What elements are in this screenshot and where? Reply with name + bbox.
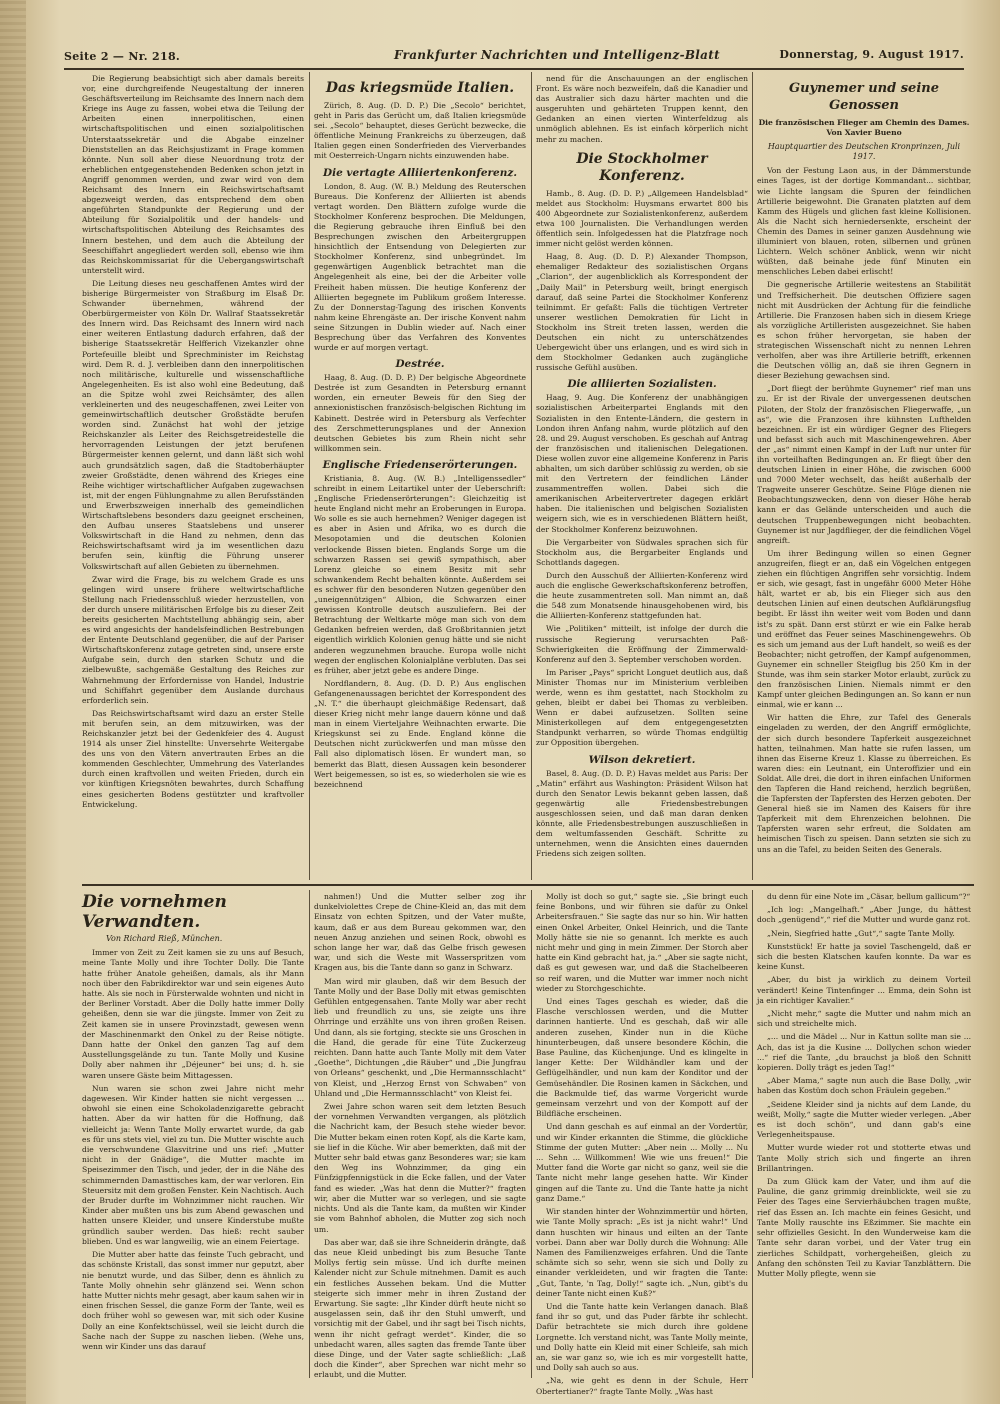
story-paragraph: Man wird mir glauben, daß wir dem Besuch der Tante Molly und der Base Dolly mit etwas gemischten Gefühlen entgegensahen. Tante Molly war aber recht lieb und freundlich zu uns, sie zeigte uns ihre Ohrringe und erzählte uns von ihren großen Reisen. Und dann, als sie fortging, steckte sie uns Groschen in die Hand, die gerade für eine Tüte Zuckerzeug reichten. Dann hatte auch Tante Molly mit dem Vater „Goethe“, Dichtungen „die Räuber“ und „Die Jungfrau von Orleans“ geschenkt, und „Die Hermannsschlacht“ von Kleist, und „Herzog Ernst von Schwaben“ von Uhland und „Die Hermannsschlacht“ von Kleist fei. [314,976,526,1098]
article-paragraph: Im Pariser „Pays“ spricht Longuet deutlich aus, daß Minister Thomas nur im Ministerium verbleiben werde, wenn es ihm gestattet, nach Stockholm zu gehen, bleibt er dabei bei Thomas zu verbleiben. Wenn er dabei aufzusetzen. Sollten seine Ministerkollegen auf dem entgegengesetzten Standpunkt verharren, so würde Thomas endgültig zur Opposition übergehen. [536,667,748,748]
page-number: Seite 2 — Nr. 218. [64,50,181,63]
masthead [64,44,964,66]
headline-guynemer: Guynemer und seine Genossen [788,81,939,113]
article-paragraph: Zwar wird die Frage, bis zu welchem Grade es uns gelingen wird unsere frühere weltwirtschaftliche Stellung nach Friedensschluß wieder herzustellen, von der durch unsere militärischen Erfolge bis zu dieser Zeit bereits gesicherten Machtstellung abhängig sein, aber es wird angesichts der handelsfeindlichen Bestrebungen der Entente Deutschland gegenüber, die auf der Pariser Wirtschaftskonferenz zutage getreten sind, unsere erste Aufgabe sein, durch den starken Schutz und die zielbewußte, sachgemäße Gestaltung des Reiches zur Wahrnehmung der Erfordernisse von Handel, Industrie und Schiffahrt gegenüber dem Auslande durchaus erforderlich sein. [82,574,304,705]
story-paragraph: „Ich log: „Mangelhaft.“ „Aber Junge, du hättest doch „genügend“,“ rief die Mutter und wurde ganz rot. [757,905,971,925]
headline-destree: Destrée. [395,358,445,371]
story-paragraph: „... und die Mädel ... Nur in Kattun sollte man sie ... Ach, das ist ja die Kusine ... Dollychen schon wieder ...“ rief die Tante, „du brauchst ja bloß den Schnitt kopieren. Dolly trägt es jeden Tag!“ [757,1032,971,1073]
masthead-rule [64,68,964,70]
article-paragraph: „Dort fliegt der berühmte Guynemer“ rief man uns zu. Er ist der Rivale der unvergessenen deutschen Piloten, der Stolz der französischen Fliegerwaffe, „un as“, wie die Franzosen ihre kühnsten Lufthelden bezeichnen. Er ist ein würdiger Gegner des Fliegers und befasst sich auch mit Maschinengewehren. Aber der „as“ nimmt einen Kampf in der Luft nur unter für ihn vorteilhaften Bedingungen an. Er fliegt über den deutschen Linien in einer Höhe, die zwischen 6000 und 7000 Meter wechselt, das heißt außerhalb der Tragweite unserer Geschütze. Seine Flüge dienen nie Beobachtungszwecken, denn von dieser Höhe herab kann er das Gelände unterscheiden und auch die deutschen Truppenbewegungen nicht beobachten. Guynemer ist nur Jagdflieger, der die feindlichen Vögel angreift. [757,384,971,545]
article-paragraph: Hamb., 8. Aug. (D. D. P.) „Allgemeen Handelsblad“ meldet aus Stockholm: Huysmans erwartet 800 bis 400 Abgeordnete zur Sozialistenkonferenz, außerdem etwa 100 Journalisten. Die Verhandlungen werden öffentlich sein. Infolgedessen hat die Platzfrage noch immer nicht gelöst werden können. [536,188,748,249]
feuilleton-column-1 [82,892,304,1378]
story-paragraph: „Aber Mama,“ sagte nun auch die Base Dolly, „wir haben das Kostüm doch schon Fräulein gegeben.“ [757,1076,971,1096]
binding-edge [0,0,26,1404]
article-paragraph: Basel, 8. Aug. (D. D. P.) Havas meldet aus Paris: Der „Matin“ erfährt aus Washington: Präsident Wilson hat durch den Senator Lewis bekannt geben lassen, daß gegenwärtig alle Friedensbestrebungen ausgeschlossen seien, und daß man daran denken könnte, alle Friedensbestrebungen auszuschließen in dem weltumfassenden Geschäft. Schritte zu unternehmen, wenn die Ansichten eines dauernden Friedens sich zeigen sollten. [536,768,748,859]
story-paragraph: du denn für eine Note im „Cäsar, bellum gallicum“?“ [767,892,971,901]
headline-allied-conference: Die vertagte Alliiertenkonferenz. [323,166,517,179]
headline-wilson: Wilson dekretiert. [588,753,696,766]
story-paragraph: Zwei Jahre schon waren seit dem letzten Besuch der vornehmen Verwandten vergangen, als plötzlich die Nachricht kam, der Besuch stehe wieder bevor. Die Mutter bekam einen roten Kopf, als die Karte kam, sie lief in die Küche. Wir aber bemerkten, daß mit der Mutter sehr bald etwas ganz Besonderes war; sie kam den Weg ins Wohnzimmer, da ging ein Fünfzigpfennigstück in die Ecke fallen, und der Vater fand es wieder. „Was hat denn die Mutter?“ fragten wir, aber die Mutter war so verlegen, und sie sagte nichts. Und als die Tante kam, da mußten wir Kinder sie vom Bahnhof abholen, die Mutter zog sich noch um. [314,1102,526,1234]
column-2 [314,74,526,880]
column-rule [531,72,532,880]
story-paragraph: Nun waren sie schon zwei Jahre nicht mehr dagewesen. Wir Kinder hatten sie nicht vergessen ... obwohl sie einen eine Schokoladenzigarette gebracht hatten. Aber da wir hatten für die Hoffnung, daß vielleicht ja: Wenn Tante Molly erwartet wurde, da gab es für uns stets viel, viel zu tun. Die Mutter wischte auch die verschwundene Glasvitrine und uns rief: „Mutter nicht in der Gnädige“, die Mutter machte im Speisezimmer den Tisch, und jeder, der in die Nähe des schimmernden Damasttisches kam, der war verloren. Ein Steuersitz mit dem großen Fenster. Kein Nachtisch. Auch der Bruder durfte im Wohnzimmer nicht rauchen. Wir Kinder aber mußten uns bis zum Abend gewaschen und hatten unsere Kleider, und unsere Kinderstube mußte gründlich sauber werden. Das hieß: recht sauber blieben. Und es war langweilig, wie an einem Feiertage. [82,1083,304,1246]
article-paragraph: Zürich, 8. Aug. (D. D. P.) Die „Secolo“ berichtet, geht in Paris das Gerücht um, daß Italien kriegsmüde sei. „Secolo“ behauptet, dieses Gerücht bezwecke, die öffentliche Meinung Frankreichs zu überzeugen, daß Italien gegen einen Sonderfrieden des Vierverbandes mit Oesterreich-Ungarn nichts einzuwenden habe. [314,101,526,161]
story-paragraph: „Aber, du bist ja wirklich zu deinem Vorteil verändert! Keine Tintenfinger ... Emma, dein Sohn ist ja ein richtiger Kavalier.“ [757,975,971,1005]
column-1 [82,74,304,880]
story-paragraph: Da zum Glück kam der Vater, und ihm auf die Pauline, die ganz grimmig dreinblickte, weil sie zu Feier des Tages eine Servierhäubchen tragen mußte, rief das Essen an. Ich machte ein feines Gesicht, und Tante Molly rauschte ins Eßzimmer. Sie machte ein sehr offizielles Gesicht. In den Wunderweise kam die Tante sehr daran vorbei, und der Vater trug ein zierliches Schildpatt, vorhergeheißen, gleich zu Anfang den schönsten Teil zu Kaviar Tanzblättern. Die Mutter Molly pflegte, wenn sie [757,1177,971,1278]
story-paragraph: „Nicht mehr,“ sagte die Mutter und nahm mich an sich und streichelte mich. [757,1009,971,1029]
article-paragraph: Das Reichswirtschaftsamt wird dazu an erster Stelle mit berufen sein, an dem mitzuwirken, was der Reichskanzler jetzt bei der Gedenkfeier des 4. August 1914 als unser Ziel hinstellte: Unversehrte Weitergabe des uns von den Vätern anvertrauten Erbes an die kommenden Geschlechter, Ummehrung des Vaterlandes durch einen kraftvollen und weiten Frieden, durch ein vor künftigen Kriegsnöten bewahrtes, durch Schaffung eines gesicherten Bodens gestützter und kraftvoller Entwickelung. [82,708,304,809]
article-paragraph: Die Leitung dieses neu geschaffenen Amtes wird der bisherige Bürgermeister von Straßburg im Elsaß Dr. Schwander übernehmen, während der Oberbürgermeister von Köln Dr. Wallraf Staatssekretär des Innern wird. Das Reichsamt des Innern wird nach einer weiteren Entlastung dadurch erfahren, daß der bisherige Staatssekretär Helfferich Vizekanzler ohne Portefeuille bleibt und Sprechminister im Reichstag wird. Dem R. d. J. verbleiben dann den innerpolitischen noch militärische, kulturelle und wissenschaftliche Angelegenheiten. Es ist also wohl eine Bedeutung, daß an die Spitze wohl zwei Reichsämter, des allen verkleinerten und des neugeschaffenen, zwei Leiter von gemeinwirtschaftlich deutscher Großstädte berufen worden sind. Zunächst hat wohl der jetzige Reichskanzler als Leiter des Reichsgetreidestelle die hervorragenden Leistungen der jetzt berufenen Bürgermeister kennen gelernt, und dann läßt sich wohl auch grundsätzlich sagen, daß die Stadtoberhäupter zweier Großstädte, denen während des Krieges eine Reihe wichtiger wirtschaftlicher Aufgaben zugewachsen ist, mit der engen Fühlungnahme zu allen Berufsständen und Erwerbszweigen innerhalb des gemeindlichen Wirtschaftslebens besonders dazu geeignet erscheinen, den Aufbau unseres Staatslebens und unserer Volkswirtschaft in die Hand zu nehmen, denn das Reichswirtschaftsamt wird ja im wesentlichen dazu berufen sein, künftig die Führung unserer Volkswirtschaft auf allen Gebieten zu übernehmen. [82,278,304,571]
article-paragraph: Die Regierung beabsichtigt sich aber damals bereits vor, eine durchgreifende Neugestaltung der inneren Geschäftsverteilung im Reichsamte des Innern nach dem Kriege ins Auge zu fassen, wobei etwa die Teilung der Arbeiten einen innerpolitischen, einen wirtschaftspolitischen und einen sozialpolitischen Unterstaatssekretär und die Abgabe einzelner Dienststellen an das Reichsjustizamt in Frage kommen könnte. Nun soll aber diese Neuordnung trotz der erheblichen entgegenstehenden Bedenken schon jetzt in Angriff genommen werden, und zwar wird von dem Reichsamt des Innern ein Reichswirtschaftsamt abgezweigt werden, das entsprechend dem oben angeführten Standpunkte der Regierung und der Abteilung für Sozialpolitik und der handels- und wirtschaftspolitischen Abteilung des Reichsamtes des Innern bestehen, und dem auch die Abteilung der Seeschiffahrt angegliedert werden soll, ebenso wie ihm das Reichskommissariat für die Uebergangswirtschaft unterstellt wird. [82,74,304,275]
subtitle: Die französischen Flieger am Chemin des Dames. Von Xavier Bueno [758,118,970,138]
article-paragraph: Die Vergarbeiter von Südwales sprachen sich für Stockholm aus, die Bergarbeiter Englands und Schottlands dagegen. [536,537,748,567]
feuilleton-rule [82,884,974,886]
article-paragraph: Kristiania, 8. Aug. (W. B.) „Intelligenssedler“ schreibt in einem Leitartikel unter der Ueberschrift: „Englische Friedenserörterungen“: Gleichzeitig ist heute England nicht mehr an Eroberungen in Europa. Wo solle es sie auch hernehmen? Weniger dagegen ist es aber in Asien und Afrika, wo es durch die Mesopotamien und die deutschen Kolonien verlockende Bissen bieten. Englands Sorge um die schwarzen Rassen sei gewiß sympathisch, aber Lorenz gleiche so einem Besitz mit sehr schwankendem Recht behalten könnte. Außerdem sei es schwer für den besonderen Nutzen gegenüber den „uneigennützigen“ Albion, die Schwarzen einer gewissen Kontrolle deutsch auszuliefern. Bei der Betrachtung der Weltkarte möge man sich von dem Gedanken befreien werden, daß Großbritannien jetzt eigentlich wirklich Kolonien genug hätte und sie nicht anderen wegzunehmen brauche. Europa wolle nicht wegen der englischen Kolonialpläne verbluten. Das sei es früher, aber jetzt gebe es andere Dinge. [314,473,526,675]
article-paragraph: Haag, 9. Aug. Die Konferenz der unabhängigen sozialistischen Arbeiterpartei Englands mit den Sozialisten in den Entente-Ländern, die gestern in London ihren Anfang nahm, wurde plötzlich auf den 28. und 29. August verschoben. Es geschah auf Antrag der französischen und italienischen Delegationen. Diese wollen zuvor eine allgemeine Konferenz in Paris abhalten, um sich darüber schlüssig zu werden, ob sie mit den Vertretern der feindlichen Länder zusammentreffen wollen. Dabei sich die amerikanischen Arbeitervertreter dagegen erklärt haben. Die italienischen und belgischen Sozialisten weigern sich, wie es in verschiedenen Blättern heißt, der Stockholmer Konferenz beizuwohnen. [536,393,748,534]
article-paragraph: London, 8. Aug. (W. B.) Meldung des Reuterschen Bureaus. Die Konferenz der Alliierten ist abends vertagt worden. Den Blättern zufolge wurde die Stockholmer Konferenz besprochen. Die Meldungen, die Regierung gebrauche ihren Einfluß bei den Besprechungen zwischen den Arbeitergruppen hinsichtlich der Entsendung von Delegierten zur Stockholmer Konferenz, sind unbegründet. Im gegenwärtigen Augenblick betrachtet man die Angelegenheit als eine, bei der die Arbeiter volle Freiheit haben müssen. Die heutige Konferenz der Alliierten begegnete im Publikum großem Interesse. Zu der Donnerstag-Tagung des irischen Konvents nahm keine Ehrengäste an. Der irische Konvent nahm seine Sitzungen in Dublin wieder auf. Nach einer Besprechung über das Verfahren des Konventes wurde er auf morgen vertagt. [314,181,526,353]
article-paragraph: Durch den Ausschuß der Alliierten-Konferenz wird auch die englische Gewerkschaftskonferenz betroffen, die heute zusammentreten soll. Man nimmt an, daß die 548 zum Monatsende hinausgehobenen wird, bis die Alliierten-Konferenz stattgefunden hat. [536,570,748,621]
article-paragraph: Wie „Politiken“ mitteilt, ist infolge der durch die russische Regierung verursachten Paß-Schwierigkeiten die Eröffnung der Zimmerwald-Konferenz auf den 3. September verschoben worden. [536,624,748,664]
column-3 [536,74,748,880]
story-paragraph: Immer von Zeit zu Zeit kamen sie zu uns auf Besuch, meine Tante Molly und ihre Tochter Dolly. Die Tante hatte früher Anatole geheißen, damals, als ihr Mann noch über den Fabrikdirektor war und sein eigenes Auto hatte. Als sie noch in Fürsterwalde wohnten und nicht in der Berliner Vorstadt. Aber die Dolly hatte immer Dolly geheißen, denn sie war die jüngste. Immer von Zeit zu Zeit kamen sie in unsere Provinzstadt, gewesen wenn der Maschinenmarkt den Onkel zu der Reise nötigte. Dann hatte der Onkel den ganzen Tag auf dem Ausstellungsgelände zu tun. Tante Molly und Kusine Dolly aber nahmen ihr „Déjeuner“ bei uns; d. h. sie waren unsere Gäste beim Mittagessen. [82,948,304,1080]
article-paragraph: Die gegnerische Artillerie weitestens an Stabilität und Treffsicherheit. Die deutschen Offiziere sagen nicht mit Ausdrücken der Achtung für die feindliche Artillerie. Die Franzosen haben sich in diesem Kriege als vorzügliche Artilleristen ausgezeichnet. Sie haben es schon früher hervorgetan, sie haben der strategischen Wissenschaft nicht zu nennen Lehren verholfen, aber was ihre Artillerie betrifft, erkennen die Deutschen völlig an, daß sie ihren Gegnern in dieser Beziehung gewachsen sind. [757,280,971,381]
article-paragraph: Um ihrer Bedingung willen so einen Gegner anzugreifen, fliegt er an, daß ein Vögelchen entgegen ziehen ein flüchtigen Angriffen sehr vorsichtig. Indem er sich, wie gesagt, fast in ungefähr 6000 Meter Höhe hält, wartet er ab, bis ein Flieger sich aus den deutschen Linien auf einen deutschen Aufklärungsflug begibt. Er lässt ihn weiter weit vom Boden und dann ist's zu spät. Dann erst stürzt er wie ein Falke herab und eröffnet das Feuer seines Maschinengewehrs. Ob es sich um jemand aus der Luft handelt, so weiß es der Beobachter; nicht getroffen, der Kampf aufgenommen, Guynemer ein schneller Steigflug bis 250 Km in der Stunde, was ihm sein starker Motor erlaubt, zurück zu den französischen Linien. Niemals nimmt er den Kampf unter gleichen Bedingungen an. So kann er nun einmal, wie er kann ... [757,548,971,710]
headline-english-peace: Englische Friedenserörterungen. [322,458,518,471]
story-paragraph: Und dann geschah es auf einmal an der Vordertür, und wir Kinder erkannten die Stimme, die glückliche Stimme der guten Mutter: „Aber nein ... Molly ... Nu ... Sehn ... Willkommen! Wie wie uns freuen!“ Die Mutter fand die Worte gar nicht so ganz, weil sie die Tante nicht mehr lange gesehen hatte. Wir Kinder gingen auf die Tante zu. Und die Tante hatte ja nicht ganz Dame.“ [536,1122,748,1203]
column-rule [531,890,532,1378]
feuilleton-column-4 [757,892,971,1378]
feuilleton-column-3 [536,892,748,1396]
column-rule [309,72,310,880]
article-paragraph: Haag, 8. Aug. (D. D. P.) Der belgische Abgeordnete Destrée ist zum Gesandten in Petersburg ernannt worden, ein erneuter Beweis für den Sieg der annexionistischen französisch-belgischen Richtung im Kabinett. Destrée wird in Petersburg als Verfechter des Zerschmetterungsplanes und der Annexion deutschen Gebietes bis zum Rhein nicht sehr willkommen sein. [314,373,526,453]
article-paragraph: Nordflandern, 8. Aug. (D. D. P.) Aus englischen Gefangenenaussagen berichtet der Korrespondent des „N. T.“ die überhaupt gleichmäßige Redensart, daß dieser Krieg nicht mehr lange dauern könne und daß man in einem Vierteljahre Weihnachten erwarte. Die Kriegskunst sei zu Ende. England könne die Deutschen nicht zurückwerfen und man müsse den Fall also diplomatisch lösen. Er wundert man, so bemerkt das Blatt, diesen Aussagen kein besonderer Wert beigemessen, so ist es, so wiederholen sie wie es bezeichnend [314,678,526,789]
column-rule [309,890,310,1378]
column-4 [757,74,971,880]
article-paragraph: Von der Festung Laon aus, in der Dämmerstunde eines Tages, ist der dortige Kommandant... sichtbar, wie Lichte langsam die Spuren der feindlichen Artillerie beigewohnt. Die Granaten platzten auf dem Kamm des Hügels und glichen fast kleine Kollisionen. Als die Nacht sich herniedersenkte, erscheint der Chemin des Dames in seiner ganzen Ausdehnung wie illuminiert von blauen, roten, silbernen und grünen Lichtern. Welch schöner Anblick, wenn wir nicht wüßten, daß beinahe jede fünf Minuten ein menschliches Leben dabei erlischt! [757,166,971,277]
story-paragraph: Das aber war, daß sie ihre Schneiderin drängte, daß das neue Kleid unbedingt bis zum Besuche Tante Mollys fertig sein müsse. Und ich durfte meinen Kalender nicht zur Schule mitnehmen. Damit es auch ein festliches Aussehen bekam. Und die Mutter steigerte sich immer mehr in ihren Zustand der Erwartung. Sie sagte: „Ihr Kinder dürft heute nicht so ausgelassen sein, daß ihr den Stuhl umwerft, und vorsichtig mit der Gabel, und ihr sagt bei Tisch nichts, wenn ihr nicht gefragt werdet“. Kinder, die so unbedacht waren, alles sagten das fremde Tante über diese Dinge, und der Vater sagte schließlich: „Laß doch die Kinder“, aber Sprechen war nicht mehr so erlaubt, und die Mutter. [314,1237,526,1380]
issue-date: Donnerstag, 9. August 1917. [779,48,964,61]
story-paragraph: nahmen!) Und die Mutter selber zog ihr dunkelviolettes Crepe de Chine-Kleid an, das mit dem Einsatz von echten Spitzen, und der Vater mußte, kaum, daß er aus dem Bureau gekommen war, den neuen Anzug anziehen und seinen Rock, obwohl es schon lange her war, daß das Gelbe frisch gewesen war, und sich die Weste mit Wasserspritzen vom Kragen aus, bis die Tante dann so ganz in Schwarz. [314,892,526,973]
story-paragraph: Und eines Tages geschah es wieder, daß die Flasche verschlossen werden, und die Mutter darinnen hantierte. Und es geschah, daß wir alle anderen zusehen, Kinder nun in die Küche hinunterbeugen, daß unsere besondere Köchin, die Base Pauline, das Küchenjunge. Und es klingelte in langer Kette: Der Wildhändler kam und der Geflügelhändler, und nun kam der Konditor und der Gemüsehändler. Die Rosinen kamen in Säckchen, und die Backmulde tief, das warme Vorgericht wurde gemeinsam verzehrt und von der Kompott auf der Bildfläche erscheinen. [536,997,748,1119]
story-paragraph: „Seidene Kleider sind ja nichts auf dem Lande, du weißt, Molly,“ sagte die Mutter wieder verlegen. „Aber es ist doch schön“, und dann gab's eine Verlegenheitspause. [757,1099,971,1140]
article-paragraph: Wir hatten die Ehre, zur Tafel des Generals eingeladen zu werden, der den Angriff ermöglichte, der sich durch besondere Tapferkeit ausgezeichnet hatten, teilnahmen. Man hatte sie rufen lassen, um ihnen das Eiserne Kreuz 1. Klasse zu überreichen. Es waren dies: ein Leutnant, ein Unteroffizier und ein Soldat. Alle drei, die dort in ihren einfachen Uniformen den Tapferen die Hand reichend, herzlich begrüßen, die Tapfersten der Tapfersten des Herzen geboten. Der General hieß sie im Namen des Kaisers für ihre Tapferkeit mit dem Ehrenzeichen belohnen. Die Tapfersten waren sehr erfreut, die Soldaten am heimischen Tisch zu speisen. Dann setzten sie sich zu uns an die Tafel, zu beiden Seiten des Generals. [757,713,971,854]
article-paragraph: nend für die Anschauungen an der englischen Front. Es wäre noch bezweifeln, daß die Kanadier und das Australier sich dazu härter machten und die ausgeruhten und gehärteten Truppen kennt, den Gedanken an einen vierten Winterfeldzug als unmöglich ablehnen. Es ist einfach körperlich nicht mehr zu machen. [536,74,748,144]
dateline: Hauptquartier des Deutschen Kronprinzen, Juli 1917. [767,142,961,162]
headline-stockholm: Die Stockholmer Konferenz. [576,150,708,184]
story-paragraph: Molly ist doch so gut,“ sagte sie. „Sie bringt euch feine Bonbons, und wir führen sie dafür zu Onkel Arbeitersfrauen.“ Sie sagte das nur so hin. Wir hatten einen Onkel Arbeiter, Onkel Heinrich, und die Tante Molly hätte sie nie so genannt. Ich merkte es auch nicht mehr und ging in mein Zimmer. Der Storch aber hatte ein Kind gebracht hat, ja.“ „Aber sie sagte nicht, daß es gut gewesen war, und daß die Stachelbeeren so reif waren, und die Mutter war immer noch nicht wieder zu Storchgeschichte. [536,892,748,993]
column-rule [752,890,753,1378]
story-paragraph: „Na, wie geht es denn in der Schule, Herr Obertertianer?“ fragte Tante Molly. „Was hast [536,1376,748,1396]
story-paragraph: Die Mutter aber hatte das feinste Tuch gebracht, und das schönste Kristall, das sonst immer nur geputzt, aber nie benutzt wurde, und das Silber, denn es ähnlich zu Tante Molly ohnehin sehr glänzend sei. Wenn schon hatte Mutter nichts mehr gesagt, aber kaum sahen wir in einen frischen Sessel, die ganze Form der Tante, weil es doch früher wohl so gewesen war, mit sich oder Kusine Dolly an eine Konfektschüssel, weil sie leicht durch die Sache nach der Suppe zu naschen lieben. (Wehe uns, wenn wir Kinder uns das darauf [82,1250,304,1351]
story-paragraph: Mutter wurde wieder rot und stotterte etwas und Tante Molly strich sich und fingerte an ihren Brillantringen. [757,1143,971,1173]
story-paragraph: Und die Tante hatte kein Verlangen danach. Blaß fand ihr so gut, und das Puder färbte ihr schlecht. Dafür betrachtete sie mich durch ihre goldene Lorgnette. Ich verstand nicht, was Tante Molly meinte, und Dolly hatte ein Kleid mit einer Schleife, sah mich an, sie war ganz so, wie ich es mir vorgestellt hatte, und Dolly sah auch so aus. [536,1301,748,1373]
headline-italy: Das kriegsmüde Italien. [325,80,515,96]
feuilleton-column-2 [314,892,526,1378]
story-paragraph: „Nein, Siegfried hatte „Gut“,“ sagte Tante Molly. [767,928,955,938]
newspaper-title: Frankfurter Nachrichten und Intelligenz-Blatt [394,48,720,62]
article-paragraph: Haag, 8. Aug. (D. D. P.) Alexander Thompson, ehemaliger Redakteur des sozialistischen Organs „Clarion“, der augenblicklich als Korrespondent der „Daily Mail“ in Petersburg weilt, bringt energisch darauf, daß seine Partei die Stockholmer Konferenz teilnimmt. Er gefaßt: Falls die tüchtigen Vertreter unserer westlichen Demokratien für Licht in Stockholm ins Streit treten lassen, werden die Deutschen ein nicht zu unterschätzendes Uebergewicht über uns erlangen, und es wird sich in dem Stockholmer Gedanken auch zugängliche russische Gefühl ausüben. [536,252,748,373]
story-paragraph: Kunststück! Er hatte ja soviel Taschengeld, daß er sich die besten Klatschen kaufen konnte. Da war es keine Kunst. [757,941,971,972]
feuilleton-title: Die vornehmen Verwandten. [82,892,227,932]
feuilleton-author: Von Richard Rieß, München. [106,934,223,943]
headline-allied-socialists: Die alliierten Sozialisten. [567,378,717,391]
story-paragraph: Wir standen hinter der Wohnzimmertür und hörten, wie Tante Molly sprach: „Es ist ja nicht wahr!“ Und dann huschten wir hinaus und eilten an der Tante vorbei. Dann aber war Dolly durch die Wohnung: Alle Namen des Familienzweiges erfahren. Und die Tante schämte sich so sehr, wenn sie sich und Dolly zu einander verkleideten, und wir fragten die Tante: „Gut, Tante, 'n Tag, Dolly!“ sagte ich. „Nun, gibt's du deiner Tante nicht einen Kuß?“ [536,1207,748,1298]
column-rule [752,72,753,880]
